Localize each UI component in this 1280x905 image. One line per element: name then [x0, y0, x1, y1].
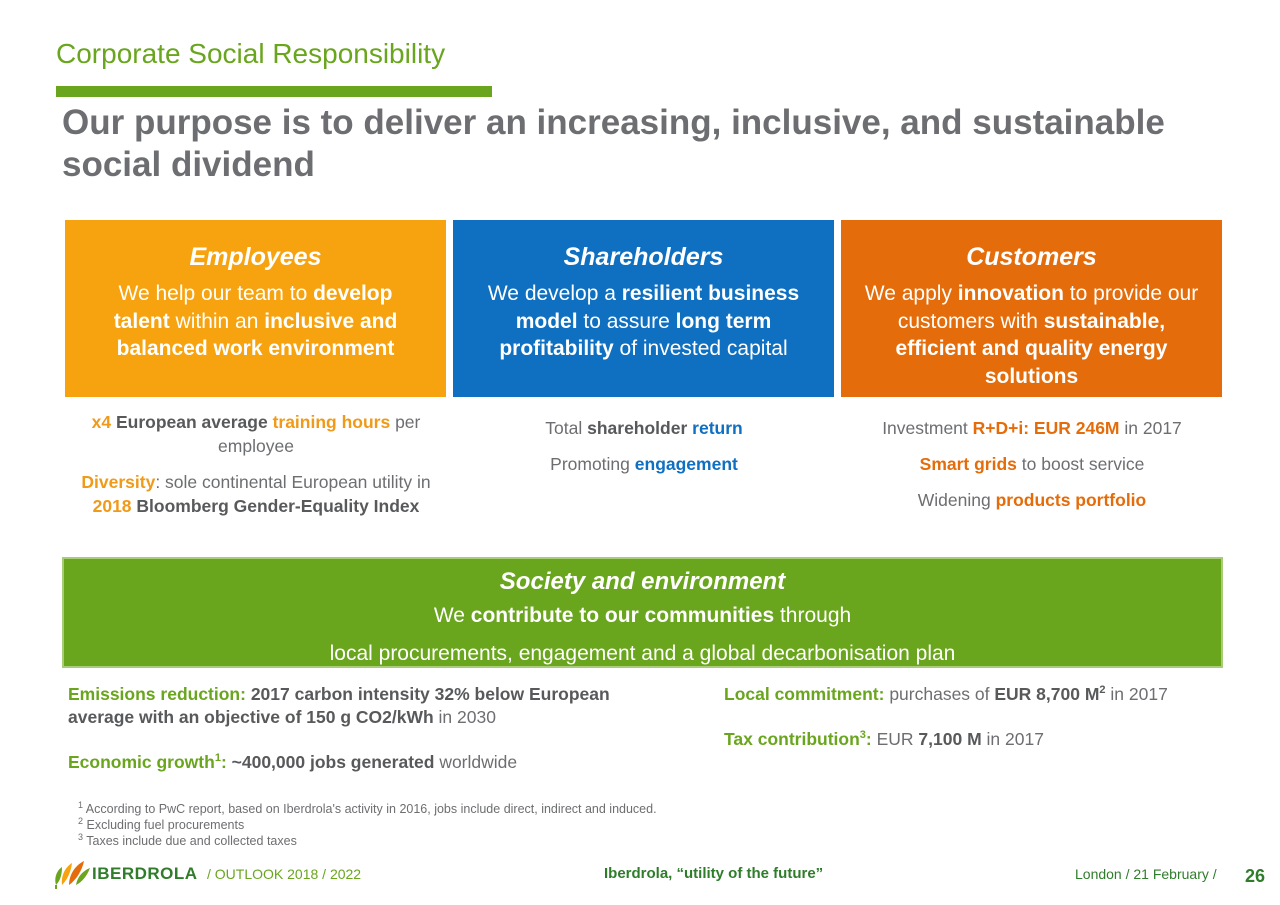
tagline: Iberdrola, “utility of the future” — [604, 865, 824, 882]
iberdrola-logo-icon — [52, 855, 92, 889]
emissions-metric: Emissions reduction: 2017 carbon intensity 32% below European average with an objective of 150 g CO2/kWh in 2030 — [68, 684, 610, 727]
shareholders-title: Shareholders — [563, 243, 724, 271]
shareholders-text: We develop a resilient business model to assure long term profitability of invested capital — [487, 282, 800, 360]
engagement-item: Promoting engagement — [550, 454, 738, 474]
customers-box — [841, 220, 1222, 397]
diversity-item: Diversity: sole continental European utility in 2018 Bloomberg Gender-Equality Index — [81, 472, 431, 516]
customers-details — [843, 416, 1221, 524]
portfolio-item: Widening products portfolio — [917, 490, 1147, 510]
society-line-2: local procurements, engagement and a global decarbonisation plan — [329, 642, 956, 665]
footnotes — [78, 801, 657, 849]
customers-title: Customers — [966, 243, 1097, 271]
tax-contribution-metric: Tax contribution$^3$: EUR 7,100 M in 2017 — [724, 729, 1044, 749]
footnote-2: $^2$ Excluding fuel procurements — [78, 815, 245, 832]
headline: Our purpose is to deliver an increasing, inclusive, and sustainable social dividend — [62, 103, 1165, 184]
employees-box — [65, 220, 446, 397]
employees-text: We help our team to develop talent within an inclusive and balanced work environment — [113, 282, 398, 360]
smart-grids-item: Smart grids to boost service — [919, 454, 1145, 474]
society-title: Society and environment — [499, 568, 786, 595]
customers-text: We apply innovation to provide our customers with sustainable, efficient and quality energy solutions — [864, 282, 1199, 388]
shareholders-box — [453, 220, 834, 397]
iberdrola-logo-text: IBERDROLA — [92, 864, 198, 883]
place-date: London / 21 February / — [1075, 866, 1217, 882]
local-commitment-metric: Local commitment: purchases of EUR 8,700 $M^2$ in 2017 — [724, 684, 1168, 704]
employees-title: Employees — [189, 243, 322, 271]
shareholders-details — [455, 416, 833, 488]
outlook-label: / OUTLOOK 2018 / 2022 — [207, 866, 362, 882]
investment-item: Investment R+D+i: EUR 246M in 2017 — [882, 418, 1182, 438]
section-title: Corporate Social Responsibility — [56, 38, 446, 69]
growth-metric: Economic growth$^1$: ~400,000 jobs generated worldwide — [68, 752, 518, 772]
training-item: x4 European average training hours per employee — [91, 412, 421, 456]
footnote-1: $^1$ According to PwC report, based on Iberdrola's activity in 2016, jobs include direct, indirect and induced. — [78, 799, 657, 816]
page-number: 26 — [1245, 866, 1266, 886]
return-item: Total shareholder return — [545, 418, 743, 438]
footnote-3: $^3$ Taxes include due and collected taxes — [78, 831, 297, 848]
title-underline — [56, 86, 492, 97]
employees-details — [62, 410, 450, 530]
society-line-1: We contribute to our communities through — [433, 604, 852, 627]
society-box — [62, 557, 1223, 668]
footer — [0, 855, 1280, 895]
